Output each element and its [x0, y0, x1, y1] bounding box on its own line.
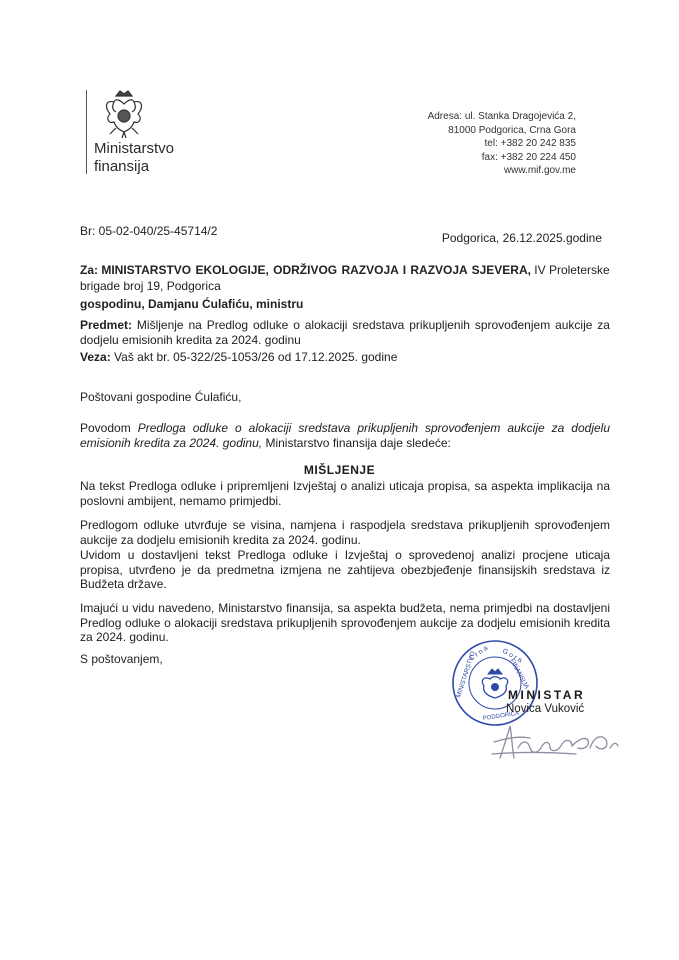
handwritten-signature-icon	[486, 718, 626, 766]
ministry-name-line1: Ministarstvo	[94, 140, 175, 157]
address-web: www.mif.gov.me	[503, 165, 576, 177]
ministry-address	[428, 110, 576, 178]
address-tel: tel: +382 20 242 835	[484, 138, 576, 150]
svg-text:MINISTARSTVO: MINISTARSTVO	[455, 650, 477, 699]
signatory-name: Novica Vuković	[506, 703, 585, 715]
body-paragraph-1: Na tekst Predloga odluke i pripremljeni Izvještaj o analizi uticaja propisa, sa aspekta implikacija na poslovni ambijent, nemamo primjedbi.	[80, 479, 610, 508]
ministry-name	[94, 140, 174, 176]
address-fax: fax: +382 20 224 450	[481, 151, 576, 163]
body-paragraph-3: Uvidom u dostavljeni tekst Predloga odluke i Izvještaj o sprovedenoj analizi procjene uticaja propisa, utvrđeno je da predmetna izmjena ne zahtijeva obezbjeđenje finansijskih sredstava iz Budžeta države.	[80, 548, 610, 591]
body-paragraph-2: Predlogom odluke utvrđuje se visina, namjena i raspodjela sredstava prikupljenih sprovođenjem aukcije za dodjelu emisionih kredita za 2024. godinu.	[80, 518, 610, 547]
opinion-heading: MIŠLJENJE	[303, 463, 376, 477]
salutation: Poštovani gospodine Ćulafiću,	[80, 390, 242, 404]
svg-text:G o r a: G o r a	[501, 647, 524, 665]
connection-text: Vaš akt br. 05-322/25-1053/26 od 17.12.2025. godine	[114, 350, 398, 364]
svg-text:C r n a: C r n a	[468, 644, 490, 663]
intro-paragraph	[80, 421, 610, 450]
address-street: Adresa: ul. Stanka Dragojevića 2,	[427, 111, 576, 122]
closing: S poštovanjem,	[80, 652, 163, 666]
subject-text: Mišljenje na Predlog odluke o alokaciji sredstava prikupljenih sprovođenjem aukcije za dodjelu emisionih kredita za 2024. godinu	[80, 318, 610, 347]
intro-italic: Predloga odluke o alokaciji sredstava prikupljenih sprovođenjem aukcije za dodjelu emisionih kredita za 2024. godinu,	[80, 421, 611, 450]
signatory-title: MINISTAR	[508, 688, 586, 702]
address-city: 81000 Podgorica, Crna Gora	[448, 124, 576, 136]
ministry-logo	[86, 88, 206, 178]
body-paragraph-4: Imajući u vidu navedeno, Ministarstvo finansija, sa aspekta budžeta, nema primjedbi na dostavljeni Predlog odluke o alokaciji sredstava prikupljenih sprovođenjem aukcije za dodjelu emisionih kredita za 2024. godinu.	[80, 601, 610, 644]
svg-text:FINANSIJA: FINANSIJA	[508, 657, 531, 691]
connection-block	[80, 350, 610, 365]
intro-before: Povodom	[80, 421, 131, 435]
svg-text:PODGORICA: PODGORICA	[482, 710, 520, 722]
connection-label: Veza:	[80, 350, 111, 364]
document-date: Podgorica, 26.12.2025.godine	[441, 231, 602, 245]
recipient-block	[80, 262, 610, 294]
recipient-attention: gospodinu, Damjanu Ćulafiću, ministru	[80, 297, 304, 311]
ministry-name-line2: finansija	[94, 158, 150, 175]
logo-divider	[86, 90, 87, 174]
reference-number: Br: 05-02-040/25-45714/2	[80, 224, 218, 238]
montenegro-crest-icon	[96, 88, 152, 142]
subject-block	[80, 318, 610, 347]
intro-after: Ministarstvo finansija daje sledeće:	[265, 435, 451, 450]
recipient-address: IV Proleterske brigade broj 19, Podgorica	[80, 263, 610, 293]
recipient-label: Za:	[80, 263, 98, 277]
recipient-org: MINISTARSTVO EKOLOGIJE, ODRŽIVOG RAZVOJA I RAZVOJA SJEVERA,	[101, 263, 531, 277]
subject-label: Predmet:	[80, 318, 133, 332]
